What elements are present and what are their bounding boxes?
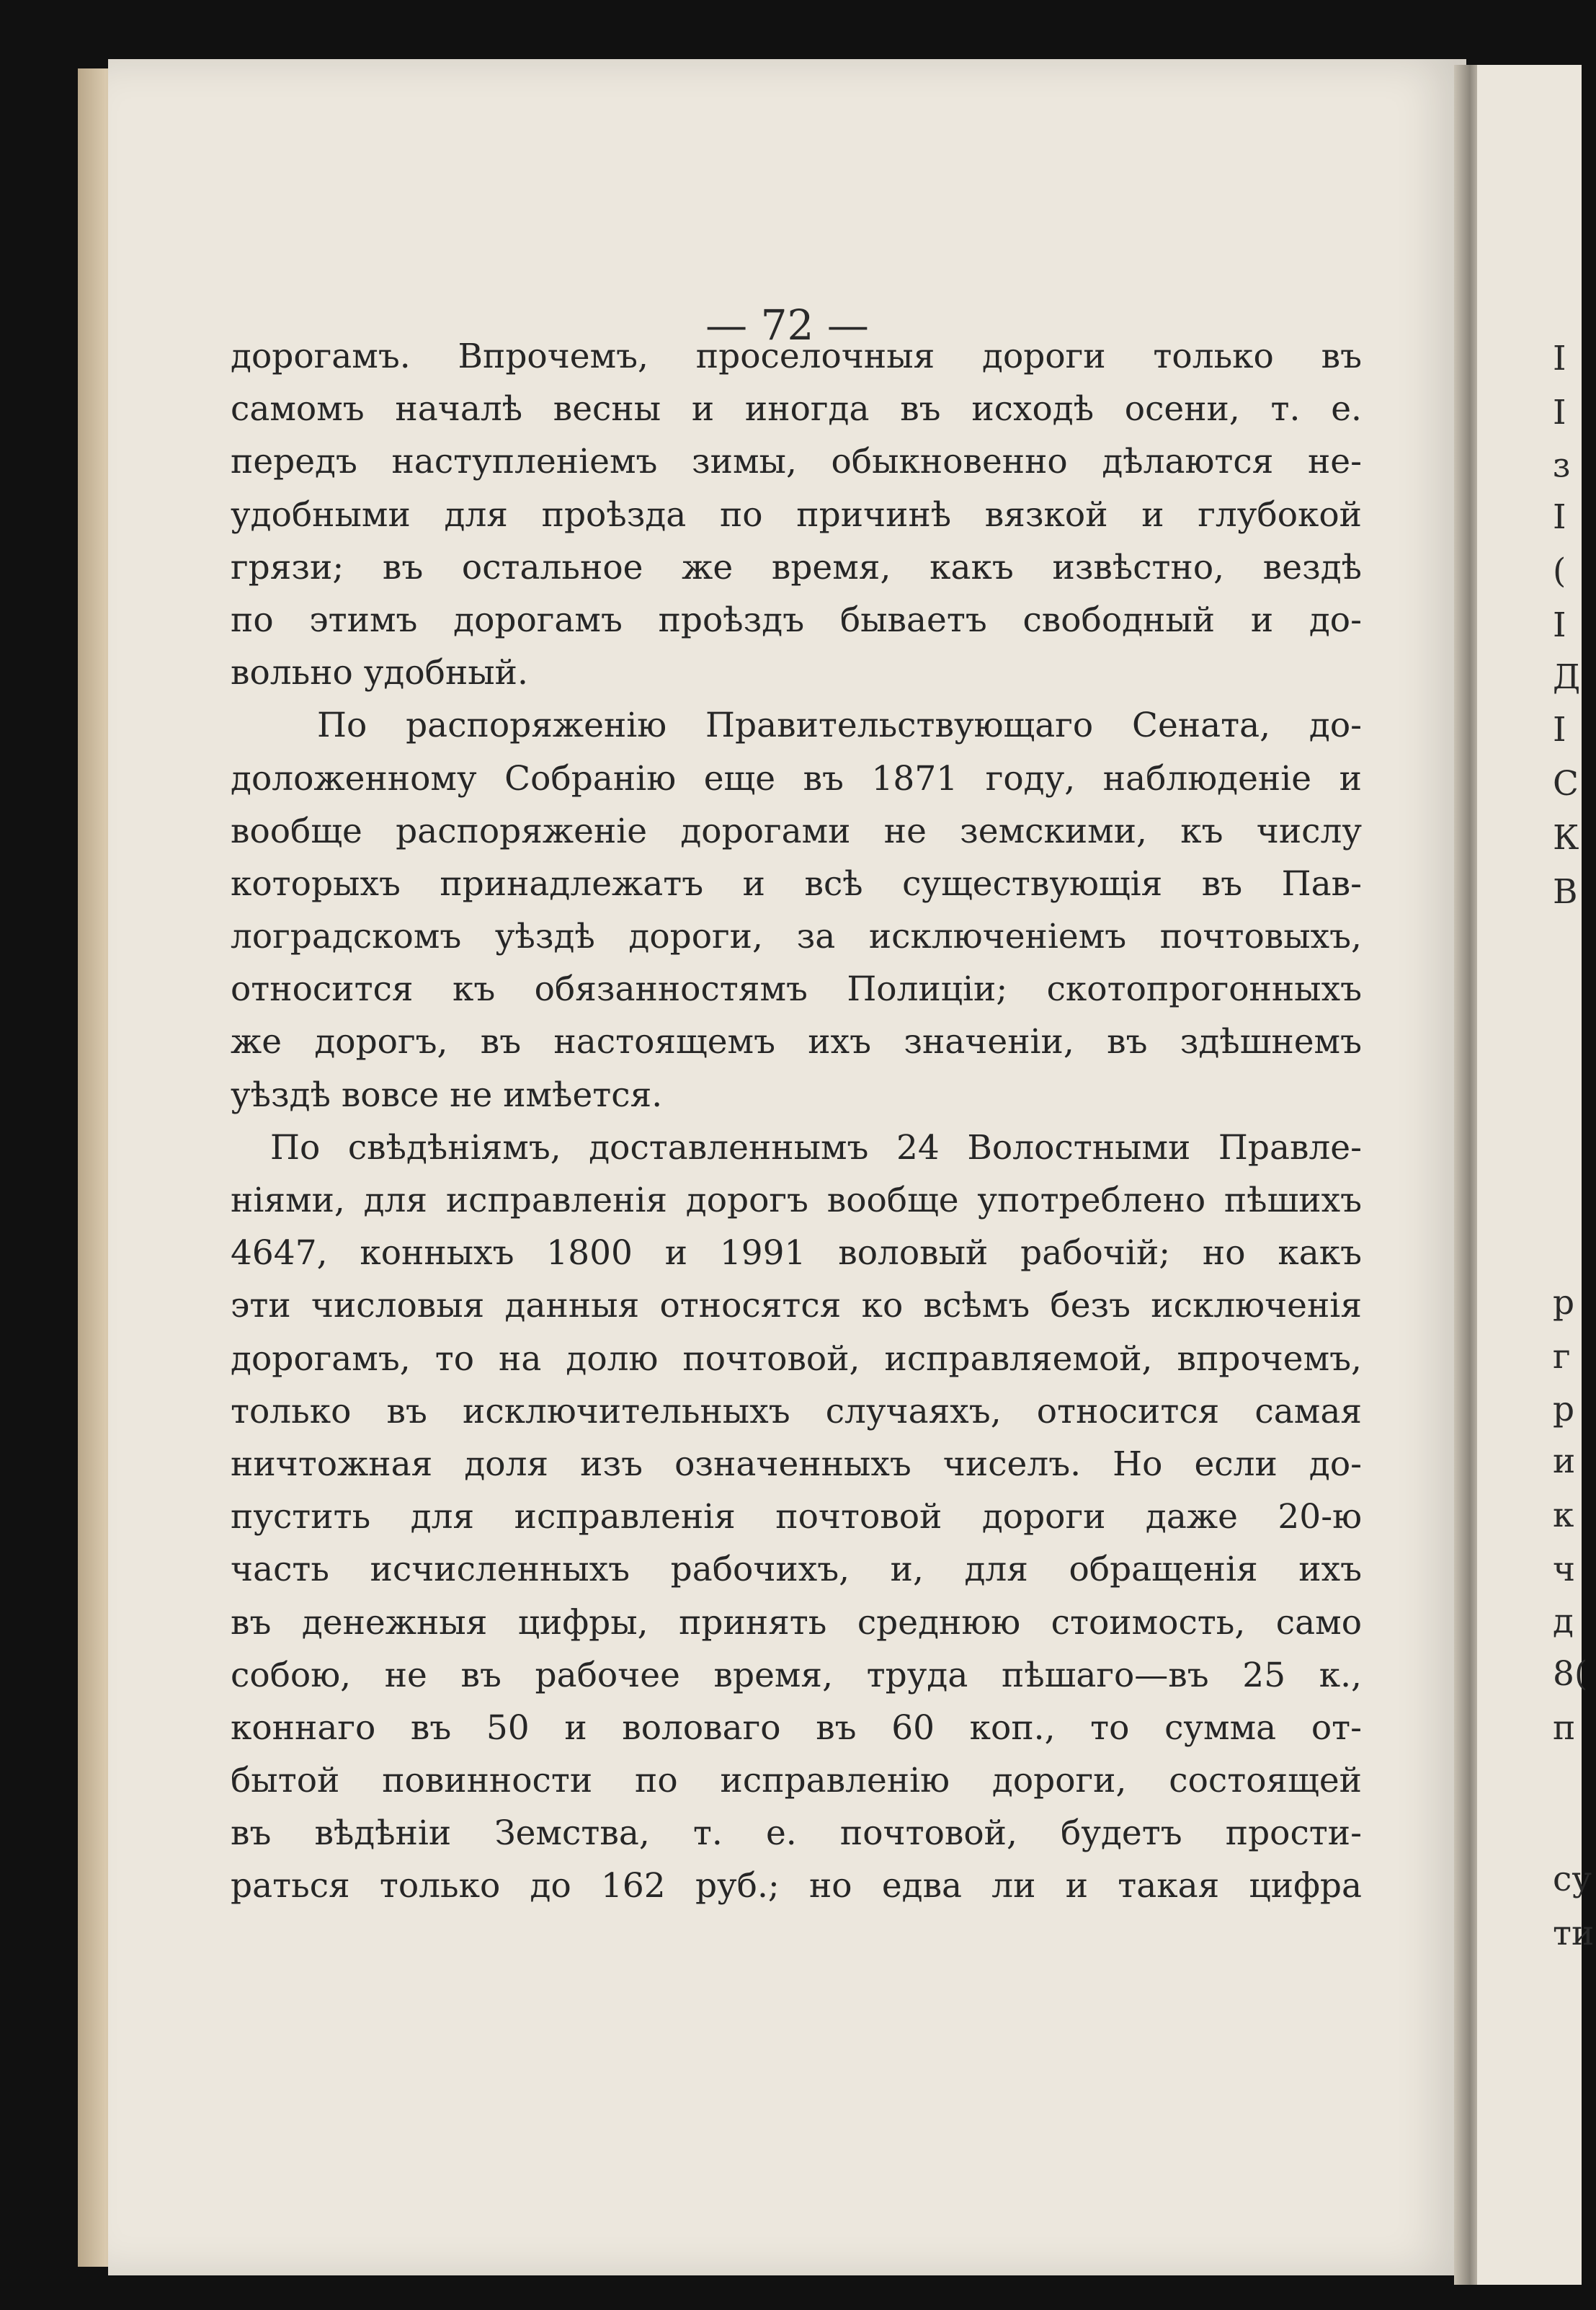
next-page-fragment: С	[1553, 764, 1579, 804]
text-line: лоградскомъ уѣздѣ дороги, за исключеніемъ почтовыхъ,	[231, 917, 1362, 957]
text-line: вообще распоряженіе дорогами не земскими, къ числу	[231, 811, 1362, 851]
text-line: дорогамъ. Впрочемъ, проселочныя дороги только въ	[231, 337, 1362, 376]
text-line: 4647, конныхъ 1800 и 1991 воловый рабочій; но какъ	[231, 1233, 1362, 1274]
text-line: по этимъ дорогамъ проѣздъ бываетъ свободный и до-	[231, 600, 1362, 640]
next-page-fragment: В	[1553, 872, 1578, 912]
text-line: раться только до 162 руб.; но едва ли и такая цифра	[231, 1866, 1362, 1906]
text-line: относится къ обязанностямъ Полиціи; скотопрогонныхъ	[231, 969, 1362, 1010]
next-page-fragment: (	[1553, 551, 1566, 591]
next-page-fragment: ти	[1553, 1914, 1595, 1953]
text-line: которыхъ принадлежатъ и всѣ существующія въ Пав-	[231, 863, 1362, 904]
paragraph-start-line: По распоряженію Правительствующаго Сената, до-	[317, 706, 1362, 746]
next-page-fragment: І	[1553, 605, 1566, 645]
next-page-fragment: І	[1553, 710, 1566, 750]
text-line: ніями, для исправленія дорогъ вообще употреблено пѣшихъ	[231, 1181, 1362, 1220]
text-line: въ денежныя цифры, принять среднюю стоимость, само	[231, 1602, 1362, 1643]
next-page-fragment: ɜ	[1553, 445, 1570, 485]
text-line: вольно удобный.	[231, 653, 528, 693]
paragraph-start-line: По свѣдѣніямъ, доставленнымъ 24 Волостными Правле-	[270, 1127, 1362, 1168]
text-line: самомъ началѣ весны и иногда въ исходѣ осени, т. е.	[231, 389, 1362, 430]
text-line: пустить для исправленія почтовой дороги даже 20-ю	[231, 1497, 1362, 1537]
text-line: удобными для проѣзда по причинѣ вязкой и глубокой	[231, 494, 1362, 535]
text-line: собою, не въ рабочее время, труда пѣшаго—въ 25 к.,	[231, 1655, 1362, 1695]
text-line: передъ наступленіемъ зимы, обыкновенно дѣлаются не-	[231, 442, 1362, 482]
text-line: доложенному Собранію еще въ 1871 году, наблюденіе и	[231, 758, 1362, 799]
next-page-fragment: І	[1553, 393, 1566, 432]
text-line: ничтожная доля изъ означенныхъ чиселъ. Но если до-	[231, 1444, 1362, 1484]
text-line: уѣздѣ вовсе не имѣется.	[231, 1075, 663, 1115]
next-page-fragment: К	[1553, 818, 1579, 858]
next-page-fragment: г	[1553, 1337, 1571, 1377]
text-line: дорогамъ, то на долю почтовой, исправляемой, впрочемъ,	[231, 1338, 1362, 1379]
text-line: грязи; въ остальное же время, какъ извѣстно, вездѣ	[231, 547, 1362, 587]
text-line: въ вѣдѣніи Земства, т. е. почтовой, будетъ прости-	[231, 1813, 1362, 1854]
next-page-fragment: и	[1553, 1441, 1576, 1481]
next-page-fragment: І	[1553, 339, 1566, 378]
body-text	[231, 330, 1362, 1913]
next-page-fragment: р	[1553, 1390, 1575, 1429]
next-page-fragment: су	[1553, 1860, 1592, 1899]
next-page-fragment: ч	[1553, 1550, 1576, 1589]
text-line: коннаго въ 50 и воловаго въ 60 коп., то сумма от-	[231, 1707, 1362, 1748]
next-page-fragment: І	[1553, 497, 1566, 537]
text-line: часть исчисленныхъ рабочихъ, и, для обращенія ихъ	[231, 1550, 1362, 1590]
next-page-fragment: п	[1553, 1708, 1576, 1748]
next-page-fragment: р	[1553, 1283, 1575, 1323]
next-page-fragment: Д	[1553, 657, 1581, 697]
next-page-fragment: д	[1553, 1602, 1574, 1641]
next-page-fragment: 8(	[1553, 1654, 1588, 1694]
text-line: только въ исключительныхъ случаяхъ, относится самая	[231, 1391, 1362, 1431]
text-line: же дорогъ, въ настоящемъ ихъ значеніи, въ здѣшнемъ	[231, 1022, 1362, 1062]
page-number: — 72 —	[705, 301, 869, 350]
next-page-fragment: к	[1553, 1496, 1574, 1535]
text-line: эти числовыя данныя относятся ко всѣмъ безъ исключенія	[231, 1286, 1362, 1326]
text-line: бытой повинности по исправленію дороги, состоящей	[231, 1761, 1362, 1801]
